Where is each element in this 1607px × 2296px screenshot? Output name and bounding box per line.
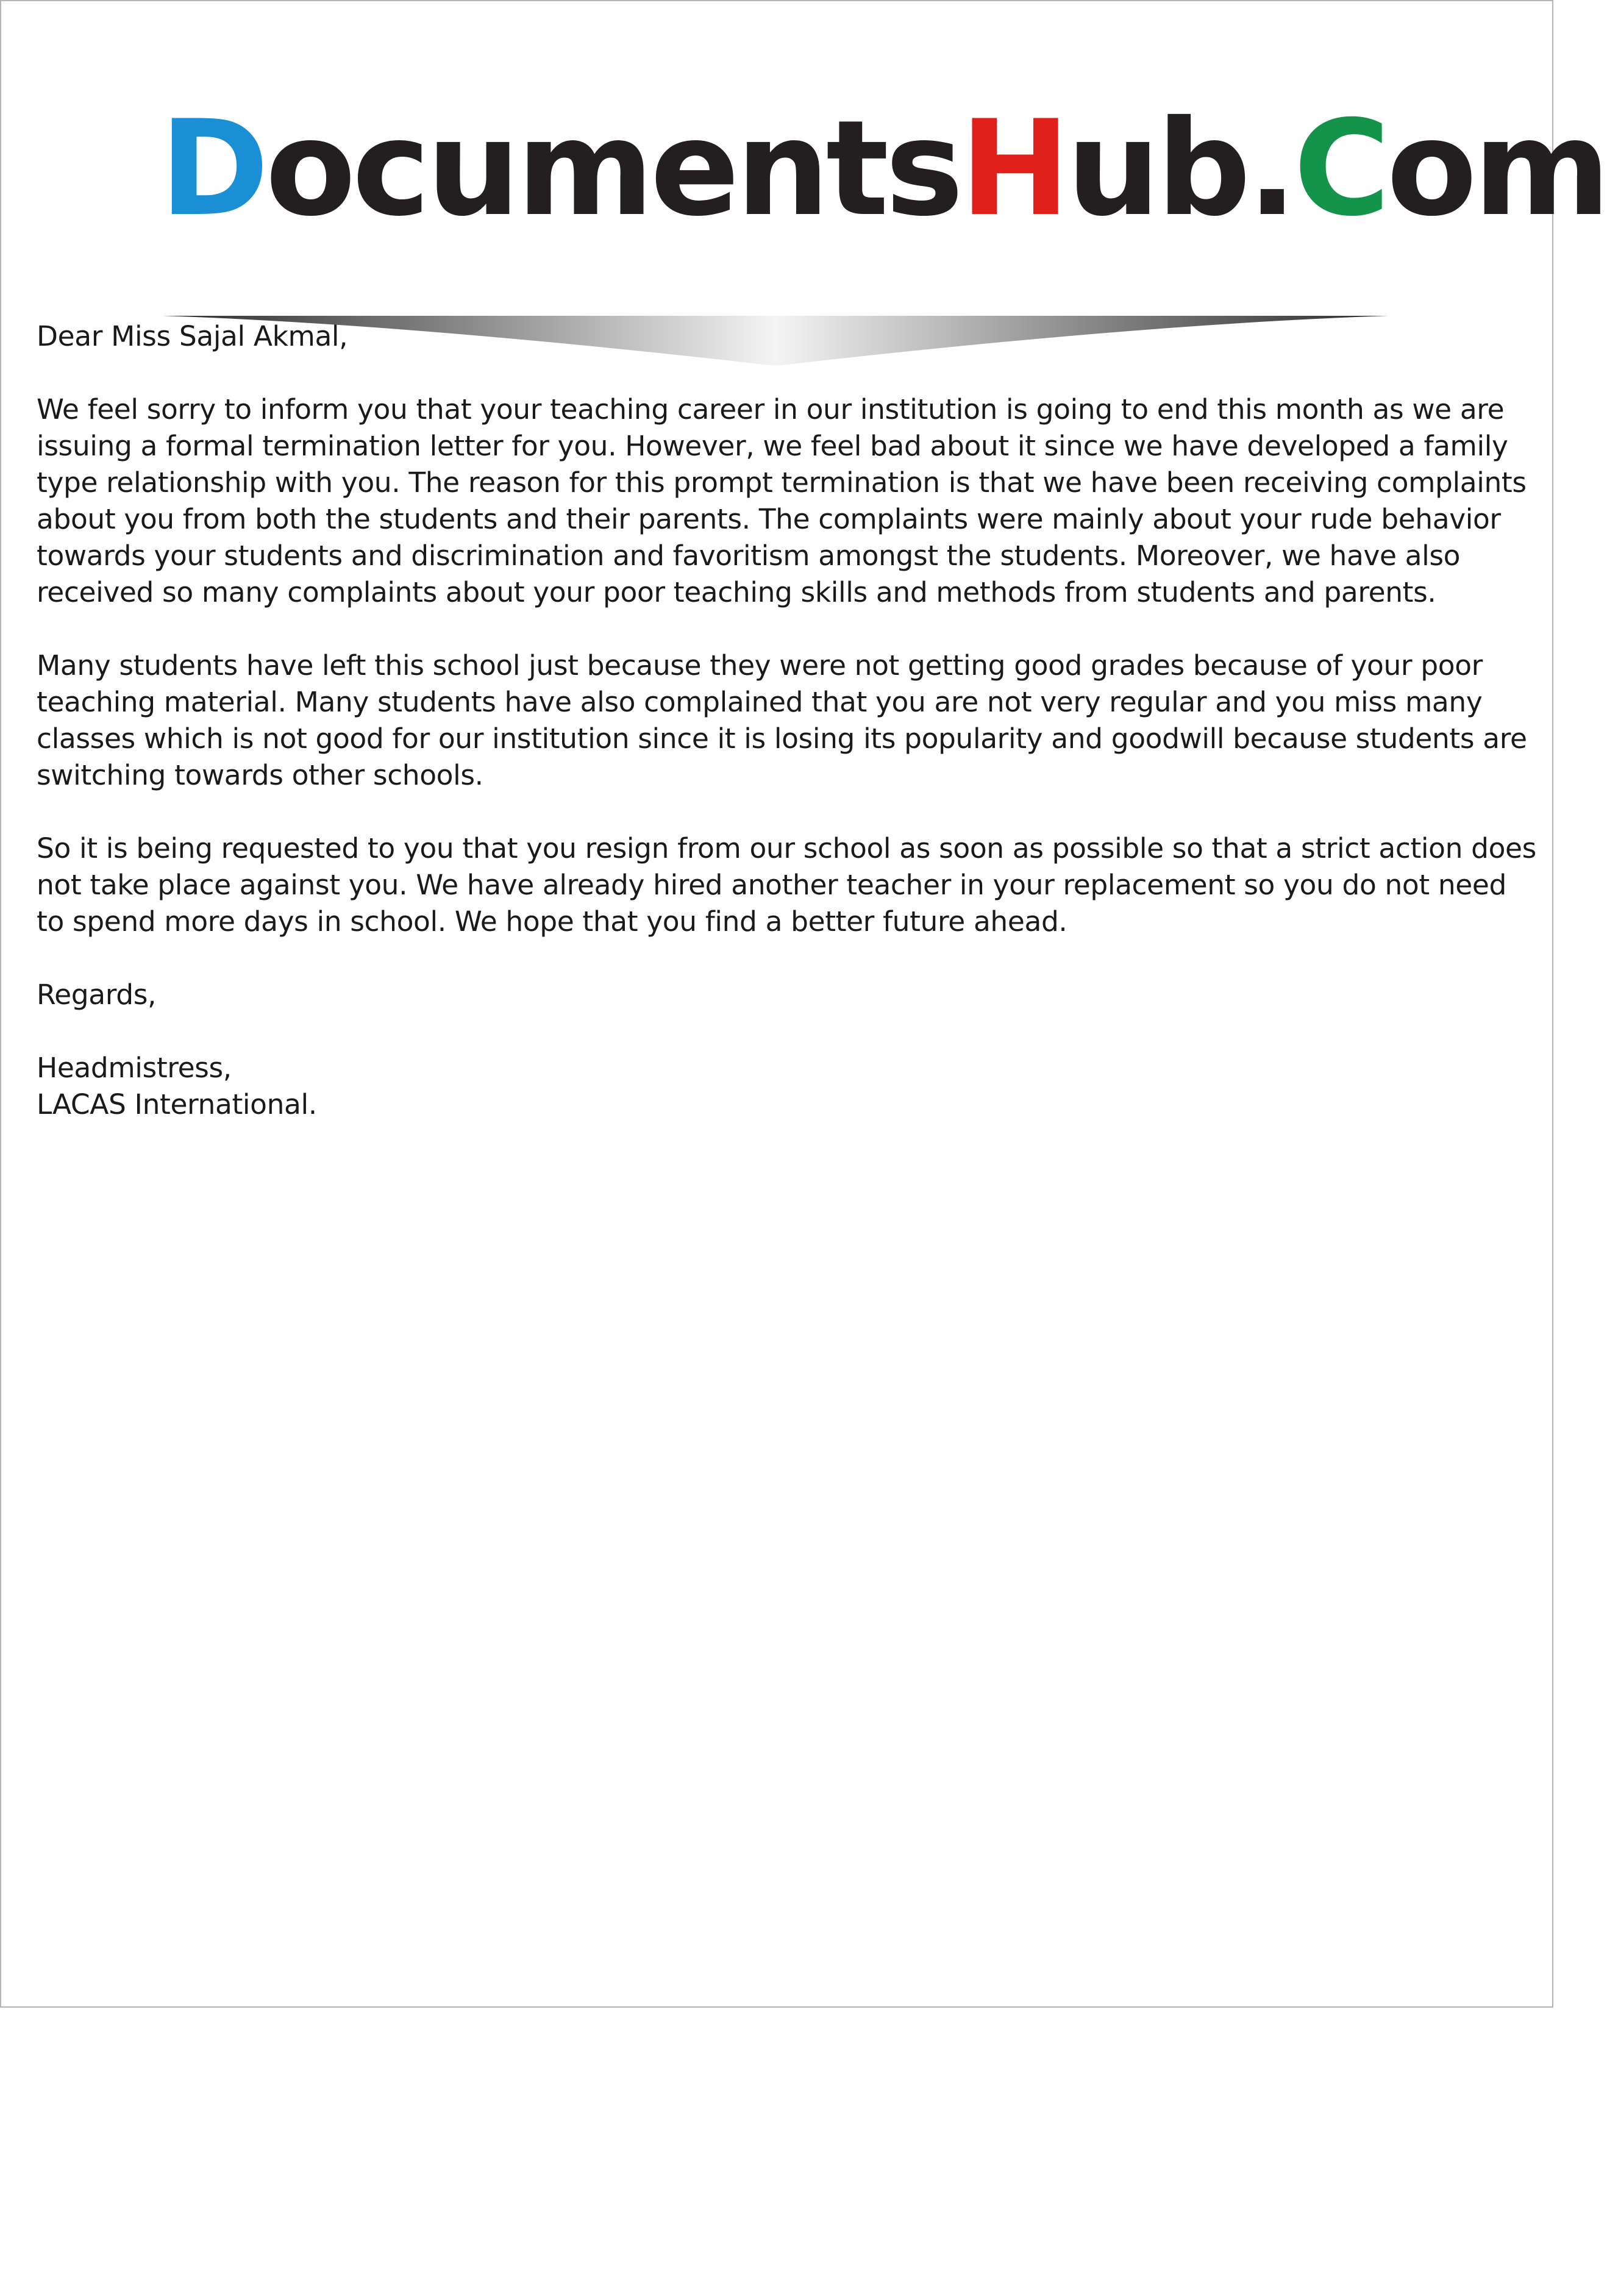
logo-part-h: H	[960, 92, 1067, 245]
paragraph-3-line: to spend more days in school. We hope that you find a better future ahead.	[37, 905, 1067, 938]
paragraph-1	[37, 391, 1527, 611]
paragraph-1-line: We feel sorry to inform you that your teaching career in our institution is going to end this month as we are	[37, 393, 1505, 426]
paragraph-3-line: So it is being requested to you that you resign from our school as soon as possible so that a strict action does	[37, 832, 1536, 865]
logo-part-c: C	[1293, 92, 1387, 245]
paragraph-2-line: teaching material. Many students have also complained that you are not very regular and you miss many	[37, 686, 1483, 718]
paragraph-1-line: type relationship with you. The reason for this prompt termination is that we have been receiving complaints	[37, 466, 1527, 499]
salutation-line: Dear Miss Sajal Akmal,	[37, 320, 348, 352]
paragraph-2-line: Many students have left this school just because they were not getting good grades because of your poor	[37, 649, 1483, 682]
logo-part-d: D	[160, 92, 266, 245]
paragraph-1-line: towards your students and discrimination and favoritism amongst the students. Moreover, we have also	[37, 540, 1461, 572]
signature-block	[37, 1050, 1524, 1123]
signature-title: Headmistress,	[37, 1052, 232, 1084]
logo-wordmark	[160, 92, 1607, 245]
closing-line: Regards,	[37, 979, 157, 1011]
paragraph-3-line: not take place against you. We have already hired another teacher in your replacement so you do not need	[37, 869, 1506, 901]
paragraph-3	[37, 830, 1536, 940]
paragraph-2-line: switching towards other schools.	[37, 759, 483, 791]
salutation	[37, 318, 1524, 355]
logo-part-ub: ub.	[1066, 92, 1294, 245]
paragraph-2-line: classes which is not good for our institution since it is losing its popularity and goodwill because students are	[37, 722, 1527, 755]
closing	[37, 977, 1524, 1013]
letter-body	[37, 318, 1536, 1123]
logo-part-ocuments: ocuments	[265, 92, 960, 245]
documentshub-logo	[160, 92, 1607, 282]
paragraph-2	[37, 647, 1527, 794]
paragraph-1-line: about you from both the students and their parents. The complaints were mainly about your rude behavior	[37, 503, 1501, 535]
signature-organization: LACAS International.	[37, 1088, 317, 1121]
logo-part-om: om	[1386, 92, 1607, 245]
paragraph-1-line: issuing a formal termination letter for you. However, we feel bad about it since we have developed a family	[37, 430, 1508, 462]
paragraph-1-line: received so many complaints about your poor teaching skills and methods from students and parents.	[37, 576, 1436, 608]
